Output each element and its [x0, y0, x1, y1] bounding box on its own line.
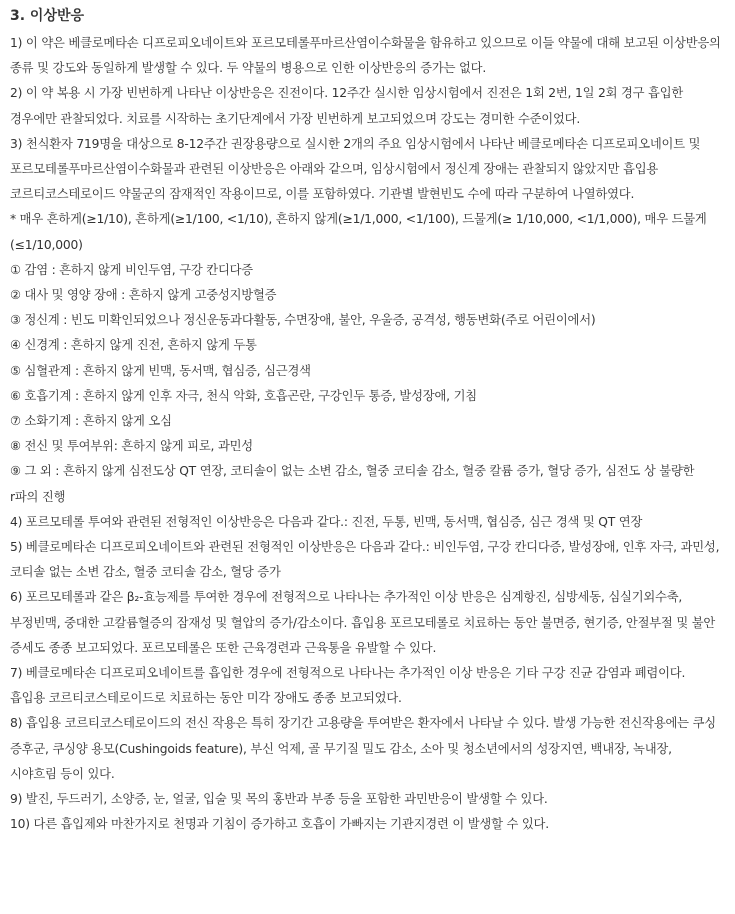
list-item-other: ⑨ 그 외 : 흔하지 않게 심전도상 QT 연장, 코티솔이 없는 소변 감소, 혈중 코티솔 감소, 혈중 칼륨 증가, 혈당 증가, 심전도 상 불량한 r파의 진행: [10, 464, 695, 504]
paragraph-5: 5) 베클로메타손 디프로피오네이트와 관련된 전형적인 이상반응은 다음과 같다.: 비인두염, 구강 칸디다증, 발성장애, 인후 자극, 과민성, 코티솔 없는 소변 감소, 혈중 코티솔 감소, 혈당 증가: [10, 540, 720, 580]
paragraph-6: 6) 포르모테롤과 같은 β₂-효능제를 투여한 경우에 전형적으로 나타나는 추가적인 이상 반응은 심계항진, 심방세동, 심실기외수축, 부정빈맥, 중대한 고칼륨혈증의 잠재성 및 혈압의 증가/감소이다. 흡입용 포르모테롤로 치료하는 동안 불면증, 현기증, 안절부절 및 불안 증세도 종종 보고되었다. 포르모테롤은 또한 근육경련과 근육통을 유발할 수 있다.: [10, 590, 716, 655]
list-item-infection: ① 감염 : 흔하지 않게 비인두염, 구강 칸디다증: [10, 262, 253, 277]
paragraph-3: 3) 천식환자 719명을 대상으로 8-12주간 권장용량으로 실시한 2개의 주요 임상시험에서 나타난 베클로메타손 디프로피오네이트 및 포르모테롤푸마르산염이수화물과 관련된 이상반응은 아래와 같으며, 임상시험에서 정신계 장애는 관찰되지 않았지만 흡입용 코르티코스테로이드 약물군의 잠재적인 작용이므로, 이를 포함하였다. 기관별 발현빈도 수에 따라 구분하여 나열하였다.: [10, 136, 701, 202]
list-item-nervous: ④ 신경계 : 흔하지 않게 진전, 흔하지 않게 두통: [10, 338, 257, 353]
paragraph-2: 2) 이 약 복용 시 가장 빈번하게 나타난 이상반응은 진전이다. 12주간 실시한 임상시험에서 진전은 1회 2번, 1일 2회 경구 흡입한 경우에만 관찰되었다. 치료를 시작하는 초기단계에서 가장 빈번하게 보고되었으며 강도는 경미한 수준이었다.: [10, 86, 684, 126]
section-title: 3. 이상반응: [10, 8, 85, 24]
list-item-cardiovascular: ⑤ 심혈관계 : 흔하지 않게 빈맥, 동서맥, 협심증, 심근경색: [10, 363, 311, 378]
paragraph-1: 1) 이 약은 베클로메타손 디프로피오네이트와 포르모테롤푸마르산염이수화물을 함유하고 있으므로 이들 약물에 대해 보고된 이상반응의 종류 및 강도와 동일하게 발생할 수 있다. 두 약물의 병용으로 인한 이상반응의 증가는 없다.: [10, 36, 721, 76]
paragraph-9: 9) 발진, 두드러기, 소양증, 눈, 얼굴, 입술 및 목의 홍반과 부종 등을 포함한 과민반응이 발생할 수 있다.: [10, 792, 548, 807]
paragraph-7: 7) 베클로메타손 디프로피오네이트를 흡입한 경우에 전형적으로 나타나는 추가적인 이상 반응은 기타 구강 진균 감염과 폐렴이다. 흡입용 코르티코스테로이드로 치료하는 동안 미각 장애도 종종 보고되었다.: [10, 666, 686, 706]
frequency-definitions: * 매우 흔하게(≥1/10), 흔하게(≥1/100, <1/10), 흔하지 않게(≥1/1,000, <1/100), 드물게(≥ 1/10,000, <1/1,000), 매우 드물게(≤1/10,000): [10, 212, 707, 252]
list-item-metabolism: ② 대사 및 영양 장애 : 흔하지 않게 고중성지방혈증: [10, 288, 277, 303]
paragraph-4: 4) 포르모테롤 투여와 관련된 전형적인 이상반응은 다음과 같다.: 진전, 두통, 빈맥, 동서맥, 협심증, 심근 경색 및 QT 연장: [10, 514, 643, 529]
list-item-general: ⑧ 전신 및 투여부위: 흔하지 않게 피로, 과민성: [10, 439, 253, 454]
paragraph-10: 10) 다른 흡입제와 마찬가지로 천명과 기침이 증가하고 호흡이 가빠지는 기관지경련 이 발생할 수 있다.: [10, 817, 549, 832]
list-item-respiratory: ⑥ 호흡기계 : 흔하지 않게 인후 자극, 천식 악화, 호흡곤란, 구강인두 통증, 발성장애, 기침: [10, 388, 477, 403]
paragraph-8: 8) 흡입용 코르티코스테로이드의 전신 작용은 특히 장기간 고용량을 투여받은 환자에서 나타날 수 있다. 발생 가능한 전신작용에는 쿠싱 증후군, 쿠싱양 용모(Cushingoids feature), 부신 억제, 골 무기질 밀도 감소, 소아 및 청소년에서의 성장지연, 백내장, 녹내장, 시야흐림 등이 있다.: [10, 716, 716, 781]
list-item-psychiatric: ③ 정신계 : 빈도 미확인되었으나 정신운동과다활동, 수면장애, 불안, 우울증, 공격성, 행동변화(주로 어린이에서): [10, 313, 596, 328]
list-item-digestive: ⑦ 소화기계 : 흔하지 않게 오심: [10, 414, 172, 429]
